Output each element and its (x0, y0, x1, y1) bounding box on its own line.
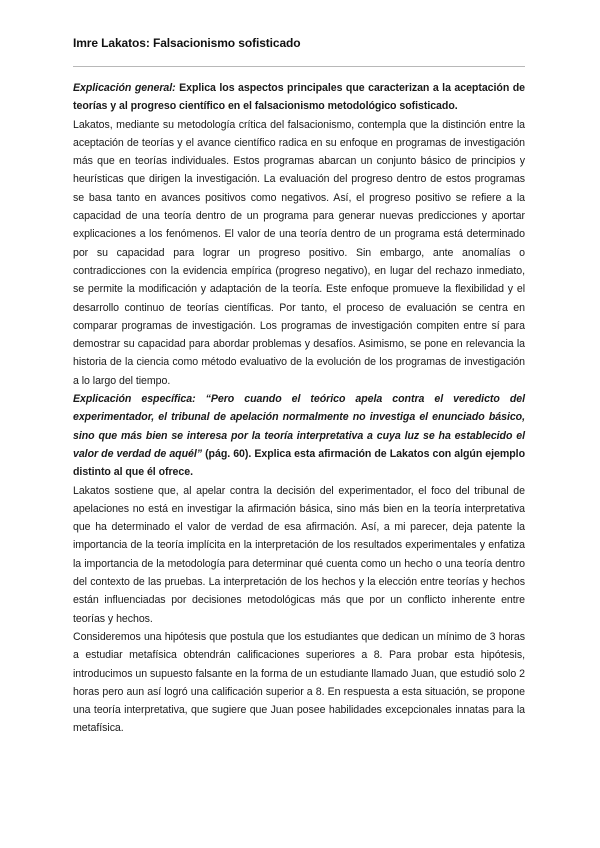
question-general (73, 79, 525, 116)
question-specific (73, 390, 525, 481)
question-general-lead: Explicación general: (73, 82, 176, 94)
answer-specific-paragraph: Lakatos sostiene que, al apelar contra la decisión del experimentador, el foco del tribunal de apelaciones no está en investigar la afirmación básica, sino más bien en la teoría interpretativa que ha determinado el valor de verdad de esa afirmación. Así, a mi parecer, deja patente la importancia de la teoría implícita en la interpretación de los resultados experimentales y enfatiza la importancia de la metodología para determinar qué cuenta como un hecho o una teoría dentro del contexto de las pruebas. La interpretación de los hechos y la elección entre teorías y hechos están influenciadas por decisiones metodológicas más que por un conflicto inherente entre teorías y hechos. (73, 484, 525, 625)
answer-general-paragraph: Lakatos, mediante su metodología crítica del falsacionismo, contempla que la distinción entre la aceptación de teorías y el avance científico radica en su enfoque en programas de investigación más que en teorías individuales. Estos programas abarcan un conjunto básico de principios y heurísticas que dirigen la investigación. La evaluación del progreso dentro de estos programas se basa tanto en avances positivos como negativos. Así, el progreso positivo se refiere a la capacidad de una teoría dentro de un programa para generar nuevas predicciones y aportar explicaciones a los fenómenos. El valor de una teoría dentro de un programa está determinado por su capacidad para lograr un progreso positivo. Sin embargo, ante anomalías o contradicciones con la evidencia empírica (progreso negativo), en lugar del rechazo inmediato, se permite la modificación y adaptación de la teoría. Este enfoque promueve la flexibilidad y el desarrollo continuo de teorías científicas. Por tanto, el proceso de evaluación se centra en comparar programas de investigación. Los programas de investigación compiten entre sí para demostrar su capacidad para abordar problemas y desafíos. Asimismo, se pone en relevancia la historia de la ciencia como método evaluativo de la evolución de los programas de investigación a lo largo del tiempo. (73, 118, 525, 387)
document-header-title: Imre Lakatos: Falsacionismo sofisticado (73, 36, 301, 50)
question-specific-text: (pág. 60). Explica esta afirmación de Lakatos con algún ejemplo distinto al que él ofrece. (73, 447, 525, 479)
question-specific-quote: “Pero cuando el teórico apela contra el veredicto del experimentador, el tribunal de apelación normalmente no investiga el enunciado básico, sino que más bien se interesa por la teoría interpretativa a cuya luz se ha establecido el valor de verdad de aquél” (73, 393, 526, 460)
example-paragraph: Consideremos una hipótesis que postula que los estudiantes que dedican un mínimo de 3 horas a estudiar metafísica obtendrán calificaciones superiores a 8. Para probar esta hipótesis, introducimos un supuesto falsante en la forma de un estudiante llamado Juan, que estudió solo 2 horas pero aun así logró una calificación superior a 8. En respuesta a esta situación, se propone una teoría interpretativa, que sugiere que Juan posee habilidades excepcionales innatas para la metafísica. (73, 630, 525, 735)
document-body (73, 79, 525, 738)
question-specific-lead: Explicación específica: (73, 393, 196, 406)
header-divider (73, 66, 525, 67)
question-general-text: Explica los aspectos principales que caracterizan a la aceptación de teorías y al progreso científico en el falsacionismo metodológico sofisticado. (73, 82, 526, 113)
